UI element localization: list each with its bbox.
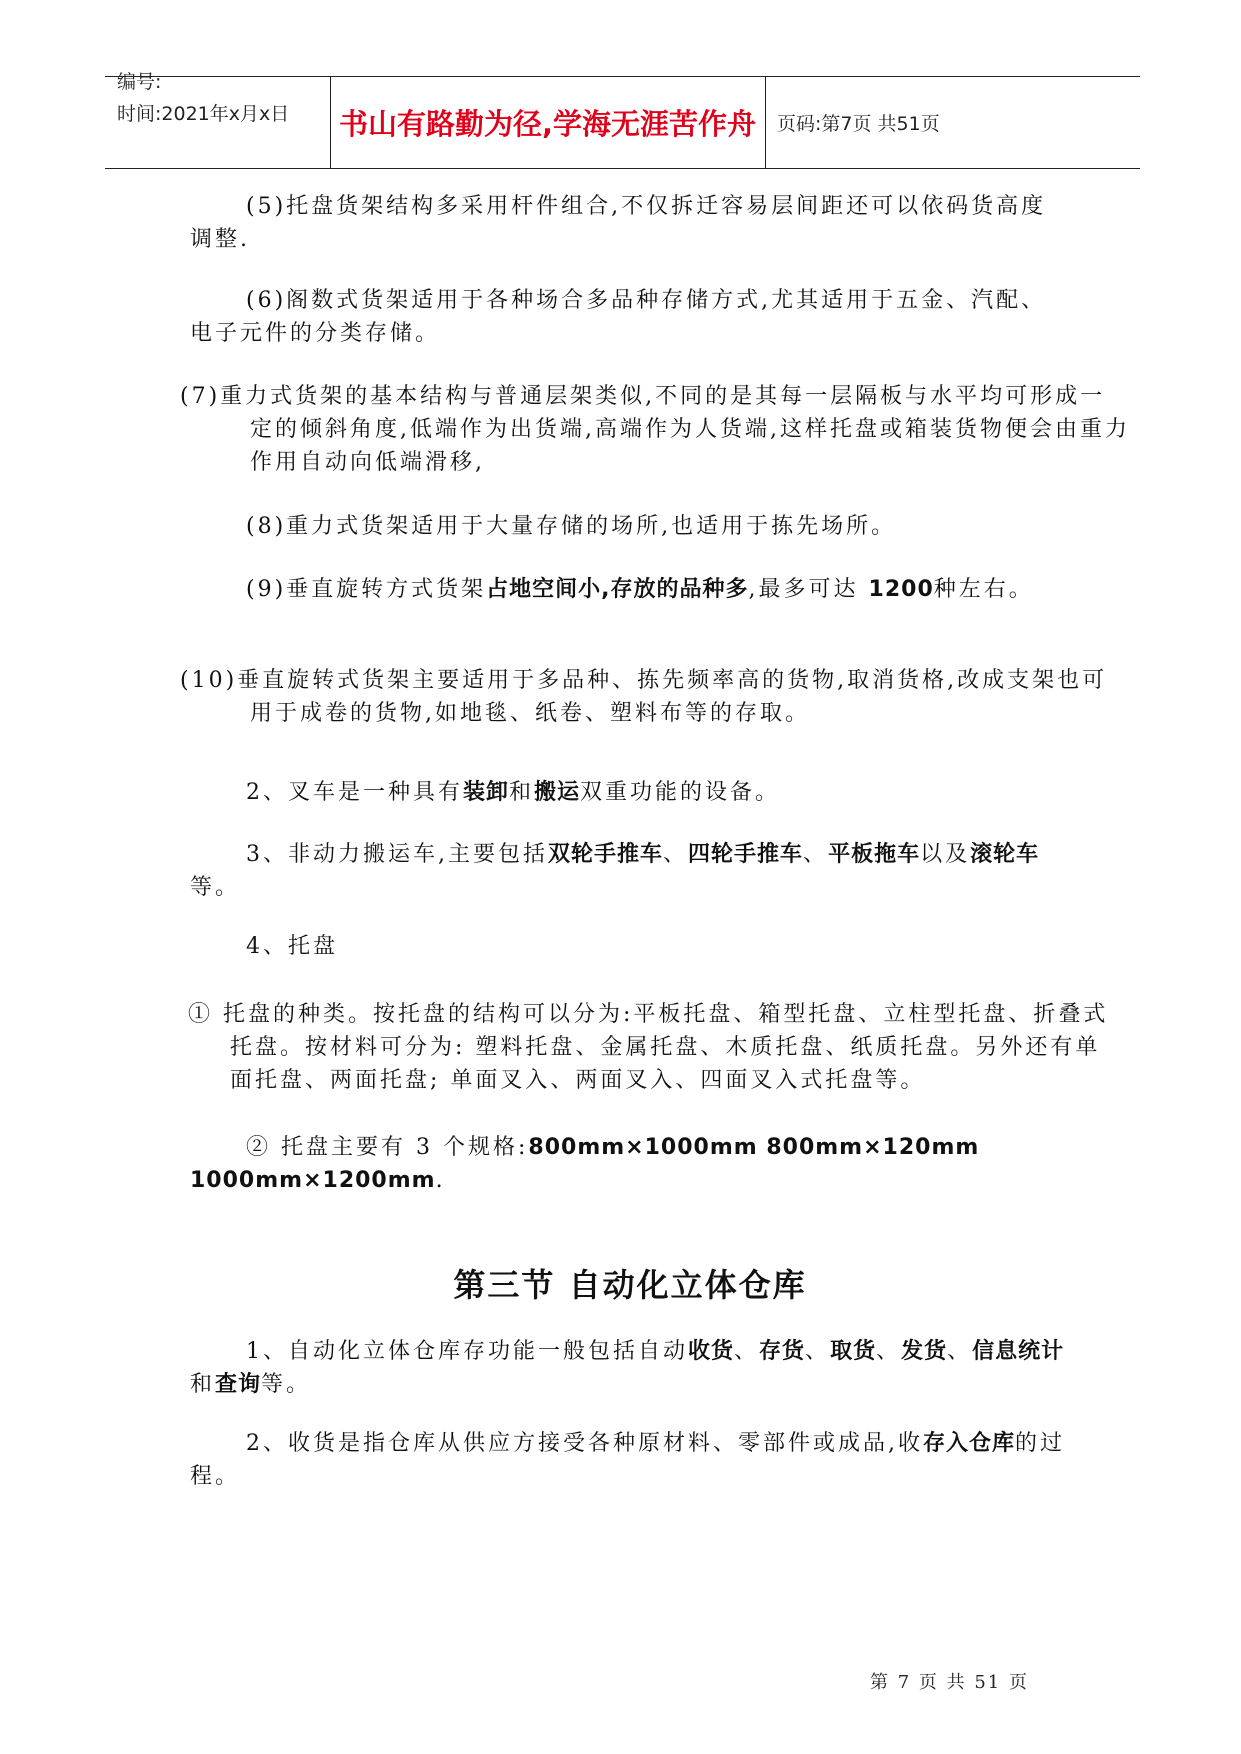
item-2-forklift: [190, 776, 1070, 809]
section-title: 第三节 自动化立体仓库: [453, 1266, 807, 1304]
header-meta: [117, 66, 357, 128]
text-run: 2、叉车是一种具有: [246, 780, 463, 805]
text-run: 、: [734, 1339, 760, 1364]
text-run: 以及: [920, 842, 971, 867]
text-run: 3、非动力搬运车,主要包括: [246, 842, 548, 867]
text-run: .: [435, 1168, 446, 1193]
time-label: 时间:2021年x月x日: [117, 103, 290, 125]
emphasis: 搬运: [534, 780, 581, 805]
page-footer: 第 7 页 共 51 页: [870, 1672, 1029, 1693]
text-run: 和: [509, 780, 535, 805]
text-run: 和: [190, 1372, 216, 1397]
paragraph-9: [190, 573, 1070, 606]
emphasis: 四轮手推车: [688, 842, 804, 867]
paragraph-7: (7)重力式货架的基本结构与普通层架类似,不同的是其每一层隔板与水平均可形成一定的倾斜角度,低端作为出货端,高端作为人货端,这样托盘或箱装货物便会由重力作用自动向低端滑移,: [180, 384, 1130, 475]
text-run: 双重功能的设备。: [580, 780, 781, 805]
item-4-pallet: 4、托盘: [246, 934, 338, 959]
text-run: 、: [947, 1339, 973, 1364]
text-run: 等。: [261, 1372, 312, 1397]
paragraph-8: (8)重力式货架适用于大量存储的场所,也适用于拣先场所。: [246, 514, 897, 539]
emphasis: 取货: [830, 1339, 877, 1364]
header-page-info: 页码:第7页 共51页: [777, 112, 940, 135]
text-run: 种左右。: [933, 577, 1034, 602]
text-run: 、: [663, 842, 689, 867]
section-item-1: [190, 1335, 1070, 1401]
text-run: 2、收货是指仓库从供应方接受各种原材料、零部件或成品,收: [246, 1431, 923, 1456]
text-run: (9)垂直旋转方式货架: [246, 577, 487, 602]
item-3-carts: [190, 838, 1070, 904]
emphasis: 平板拖车: [828, 842, 921, 867]
text-run: 、: [803, 842, 829, 867]
paragraph-5: (5)托盘货架结构多采用杆件组合,不仅拆迁容易层间距还可以依码货高度调整.: [190, 194, 1047, 252]
emphasis: 存货: [759, 1339, 806, 1364]
number-label: 编号:: [117, 71, 162, 93]
paragraph-10: (10)垂直旋转式货架主要适用于多品种、拣先频率高的货物,取消货格,改成支架也可用于成卷的货物,如地毯、纸卷、塑料布等的存取。: [180, 668, 1108, 726]
page-header: [105, 71, 1140, 168]
emphasis: 装卸: [463, 780, 510, 805]
emphasis: 双轮手推车: [548, 842, 664, 867]
text-run: 、: [805, 1339, 831, 1364]
emphasis: 800mm×1000mm 800mm×120mm 1000mm×1200mm: [190, 1135, 980, 1193]
paragraph-6: (6)阁数式货架适用于各种场合多品种存储方式,尤其适用于五金、汽配、电子元件的分类存储。: [190, 288, 1047, 346]
header-motto: 书山有路勤为径,学海无涯苦作舟: [338, 106, 757, 141]
emphasis: 滚轮车: [970, 842, 1040, 867]
header-bottom-rule: [105, 168, 1140, 169]
text-run: 的过程。: [190, 1431, 1066, 1489]
text-run: 、: [876, 1339, 902, 1364]
text-run: ② 托盘主要有 3 个规格:: [246, 1135, 529, 1160]
text-run: 1、自动化立体仓库存功能一般包括自动: [246, 1339, 688, 1364]
pallet-specs: [190, 1131, 1070, 1197]
text-run: ,最多可达: [748, 577, 869, 602]
emphasis: 1200: [868, 577, 934, 602]
emphasis: 占地空间小,存放的品种多: [486, 577, 749, 602]
emphasis: 查询: [215, 1372, 262, 1397]
section-item-2: [190, 1427, 1070, 1493]
pallet-types: ① 托盘的种类。按托盘的结构可以分为:平板托盘、箱型托盘、立柱型托盘、折叠式托盘。按材料可分为: 塑料托盘、金属托盘、木质托盘、纸质托盘。另外还有单面托盘、两面托盘; 单面叉入、两面叉入、四面叉入式托盘等。: [188, 1002, 1109, 1093]
emphasis: 发货: [901, 1339, 948, 1364]
emphasis: 收货: [688, 1339, 735, 1364]
emphasis: 信息统计: [972, 1339, 1065, 1364]
text-run: 等。: [190, 875, 241, 900]
emphasis: 存入仓库: [923, 1431, 1016, 1456]
